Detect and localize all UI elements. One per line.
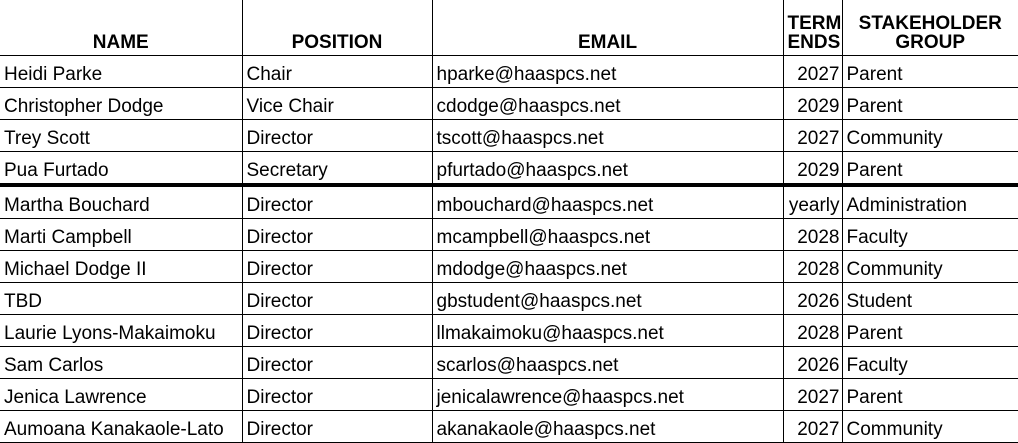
table-row bbox=[0, 88, 1018, 120]
header-group-line2: GROUP bbox=[895, 32, 966, 53]
cell-name: Pua Furtado bbox=[0, 152, 242, 186]
cell-stakeholder-group: Parent bbox=[842, 88, 1018, 120]
cell-email: cdodge@haaspcs.net bbox=[432, 88, 783, 120]
table-row bbox=[0, 347, 1018, 379]
cell-position: Chair bbox=[242, 56, 432, 88]
cell-stakeholder-group: Faculty bbox=[842, 347, 1018, 379]
cell-term-ends: 2028 bbox=[783, 315, 842, 347]
cell-stakeholder-group: Parent bbox=[842, 56, 1018, 88]
table-row bbox=[0, 315, 1018, 347]
header-email: EMAIL bbox=[432, 0, 783, 56]
table-row bbox=[0, 185, 1018, 219]
table-row bbox=[0, 152, 1018, 186]
cell-email: mbouchard@haaspcs.net bbox=[432, 185, 783, 219]
cell-stakeholder-group: Faculty bbox=[842, 219, 1018, 251]
cell-stakeholder-group: Community bbox=[842, 411, 1018, 443]
cell-position: Director bbox=[242, 379, 432, 411]
cell-stakeholder-group: Administration bbox=[842, 185, 1018, 219]
cell-stakeholder-group: Parent bbox=[842, 152, 1018, 186]
cell-name: Marti Campbell bbox=[0, 219, 242, 251]
header-group-line1: STAKEHOLDER bbox=[858, 13, 1002, 34]
cell-term-ends: 2028 bbox=[783, 251, 842, 283]
cell-term-ends: 2029 bbox=[783, 88, 842, 120]
cell-stakeholder-group: Student bbox=[842, 283, 1018, 315]
cell-email: akanakaole@haaspcs.net bbox=[432, 411, 783, 443]
cell-position: Director bbox=[242, 251, 432, 283]
cell-email: tscott@haaspcs.net bbox=[432, 120, 783, 152]
cell-email: pfurtado@haaspcs.net bbox=[432, 152, 783, 186]
table-row bbox=[0, 379, 1018, 411]
cell-position: Director bbox=[242, 411, 432, 443]
cell-term-ends: 2027 bbox=[783, 379, 842, 411]
cell-stakeholder-group: Community bbox=[842, 251, 1018, 283]
cell-email: mcampbell@haaspcs.net bbox=[432, 219, 783, 251]
cell-name: Christopher Dodge bbox=[0, 88, 242, 120]
cell-email: llmakaimoku@haaspcs.net bbox=[432, 315, 783, 347]
cell-email: gbstudent@haaspcs.net bbox=[432, 283, 783, 315]
cell-position: Director bbox=[242, 315, 432, 347]
header-name: NAME bbox=[0, 0, 242, 56]
cell-position: Vice Chair bbox=[242, 88, 432, 120]
cell-name: Michael Dodge II bbox=[0, 251, 242, 283]
cell-name: Jenica Lawrence bbox=[0, 379, 242, 411]
cell-name: Aumoana Kanakaole-Lato bbox=[0, 411, 242, 443]
table-row bbox=[0, 411, 1018, 443]
header-term-ends bbox=[783, 0, 842, 56]
cell-stakeholder-group: Parent bbox=[842, 315, 1018, 347]
cell-email: mdodge@haaspcs.net bbox=[432, 251, 783, 283]
cell-position: Director bbox=[242, 219, 432, 251]
cell-name: TBD bbox=[0, 283, 242, 315]
header-term-line2: ENDS bbox=[787, 32, 841, 53]
cell-term-ends: 2028 bbox=[783, 219, 842, 251]
cell-position: Director bbox=[242, 120, 432, 152]
cell-email: hparke@haaspcs.net bbox=[432, 56, 783, 88]
table-row bbox=[0, 120, 1018, 152]
table-row bbox=[0, 219, 1018, 251]
cell-email: jenicalawrence@haaspcs.net bbox=[432, 379, 783, 411]
cell-term-ends: 2027 bbox=[783, 411, 842, 443]
cell-position: Director bbox=[242, 185, 432, 219]
cell-term-ends: 2027 bbox=[783, 56, 842, 88]
table-row bbox=[0, 251, 1018, 283]
header-stakeholder-group bbox=[842, 0, 1018, 56]
cell-name: Martha Bouchard bbox=[0, 185, 242, 219]
cell-term-ends: 2026 bbox=[783, 283, 842, 315]
cell-email: scarlos@haaspcs.net bbox=[432, 347, 783, 379]
header-position: POSITION bbox=[242, 0, 432, 56]
table-row bbox=[0, 283, 1018, 315]
cell-position: Director bbox=[242, 347, 432, 379]
cell-stakeholder-group: Parent bbox=[842, 379, 1018, 411]
table-body bbox=[0, 56, 1018, 443]
cell-name: Sam Carlos bbox=[0, 347, 242, 379]
cell-term-ends: 2027 bbox=[783, 120, 842, 152]
header-term-line1: TERM bbox=[787, 13, 842, 34]
table-row bbox=[0, 56, 1018, 88]
table-header bbox=[0, 0, 1018, 56]
cell-name: Heidi Parke bbox=[0, 56, 242, 88]
cell-term-ends: yearly bbox=[783, 185, 842, 219]
cell-term-ends: 2026 bbox=[783, 347, 842, 379]
header-row bbox=[0, 0, 1018, 56]
cell-term-ends: 2029 bbox=[783, 152, 842, 186]
cell-position: Secretary bbox=[242, 152, 432, 186]
cell-name: Laurie Lyons-Makaimoku bbox=[0, 315, 242, 347]
cell-position: Director bbox=[242, 283, 432, 315]
cell-stakeholder-group: Community bbox=[842, 120, 1018, 152]
cell-name: Trey Scott bbox=[0, 120, 242, 152]
